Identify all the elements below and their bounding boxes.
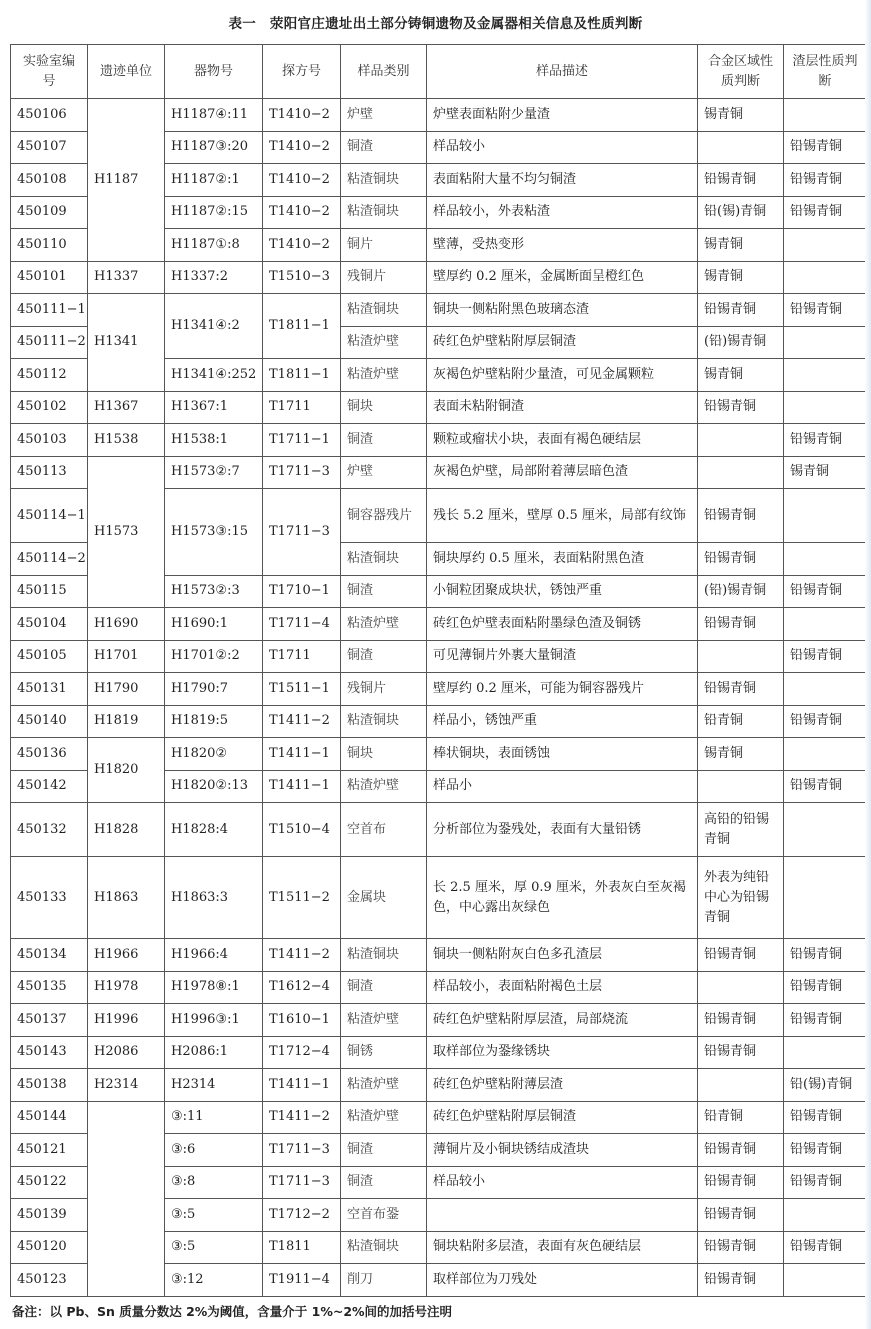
header-cell: 渣层性质判断 — [784, 45, 867, 99]
excavation-square-cell: T1410−2 — [263, 229, 341, 262]
sample-category-cell: 铜渣 — [341, 1134, 427, 1167]
feature-unit-cell: H1966 — [88, 939, 165, 972]
lab-number-cell: 450121 — [11, 1134, 88, 1167]
lab-number-cell: 450137 — [11, 1004, 88, 1037]
slag-judgment-cell: 铅锡青铜 — [784, 1166, 867, 1199]
sample-category-cell: 铜渣 — [341, 424, 427, 457]
sample-category-cell: 铜片 — [341, 229, 427, 262]
excavation-square-cell: T1410−2 — [263, 164, 341, 197]
artifact-number-cell: H1966:4 — [165, 939, 263, 972]
lab-number-cell: 450111−2 — [11, 326, 88, 359]
lab-number-cell: 450104 — [11, 608, 88, 641]
header-cell: 遗迹单位 — [88, 45, 165, 99]
slag-judgment-cell: 铅锡青铜 — [784, 1101, 867, 1134]
header-row — [11, 45, 867, 99]
alloy-judgment-cell: 锡青铜 — [698, 359, 784, 392]
feature-unit-cell: H1828 — [88, 803, 165, 857]
slag-judgment-cell — [784, 1036, 867, 1069]
slag-judgment-cell — [784, 391, 867, 424]
alloy-judgment-cell — [698, 131, 784, 164]
excavation-square-cell: T1410−2 — [263, 196, 341, 229]
sample-category-cell: 炉壁 — [341, 99, 427, 132]
artifact-number-cell: H1187①:8 — [165, 229, 263, 262]
lab-number-cell: 450112 — [11, 359, 88, 392]
sample-category-cell: 粘渣炉壁 — [341, 770, 427, 803]
excavation-square-cell: T1510−3 — [263, 261, 341, 294]
lab-number-cell: 450111−1 — [11, 294, 88, 327]
slag-judgment-cell: 锡青铜 — [784, 456, 867, 489]
artifact-number-cell: H1790:7 — [165, 673, 263, 706]
slag-judgment-cell: 铅锡青铜 — [784, 575, 867, 608]
feature-unit-cell: H1367 — [88, 391, 165, 424]
sample-description-cell: 样品小，锈蚀严重 — [427, 705, 698, 738]
sample-category-cell: 炉壁 — [341, 456, 427, 489]
alloy-judgment-cell: 铅锡青铜 — [698, 1134, 784, 1167]
excavation-square-cell: T1411−2 — [263, 1101, 341, 1134]
lab-number-cell: 450123 — [11, 1264, 88, 1297]
excavation-square-cell: T1411−2 — [263, 939, 341, 972]
slag-judgment-cell — [784, 738, 867, 771]
table-row — [11, 857, 867, 939]
alloy-judgment-cell: 铅(锡)青铜 — [698, 196, 784, 229]
artifact-number-cell: H1820②:13 — [165, 770, 263, 803]
table-title: 表一 荥阳官庄遗址出土部分铸铜遗物及金属器相关信息及性质判断 — [228, 16, 643, 32]
feature-unit-cell: H1690 — [88, 608, 165, 641]
table-row — [11, 1101, 867, 1134]
sample-description-cell — [427, 1199, 698, 1232]
alloy-judgment-cell: (铅)锡青铜 — [698, 575, 784, 608]
lab-number-cell: 450139 — [11, 1199, 88, 1232]
slag-judgment-cell: 铅锡青铜 — [784, 705, 867, 738]
data-table — [10, 44, 867, 1297]
footnote: 备注：以 Pb、Sn 质量分数达 2%为阈值，含量介于 1%~2%间的加括号注明 — [12, 1304, 453, 1319]
sample-category-cell: 空首布 — [341, 803, 427, 857]
slag-judgment-cell: 铅锡青铜 — [784, 1231, 867, 1264]
alloy-judgment-cell: (铅)锡青铜 — [698, 326, 784, 359]
excavation-square-cell: T1711 — [263, 640, 341, 673]
feature-unit-cell: H1341 — [88, 294, 165, 392]
table-row — [11, 705, 867, 738]
lab-number-cell: 450110 — [11, 229, 88, 262]
excavation-square-cell: T1811−1 — [263, 294, 341, 359]
lab-number-cell: 450105 — [11, 640, 88, 673]
sample-description-cell: 砖红色炉壁表面粘附墨绿色渣及铜锈 — [427, 608, 698, 641]
alloy-judgment-cell: 铅锡青铜 — [698, 608, 784, 641]
sample-category-cell: 铜块 — [341, 391, 427, 424]
sample-description-cell: 壁厚约 0.2 厘米，金属断面呈橙红色 — [427, 261, 698, 294]
slag-judgment-cell — [784, 1199, 867, 1232]
excavation-square-cell: T1711−3 — [263, 1166, 341, 1199]
lab-number-cell: 450103 — [11, 424, 88, 457]
sample-category-cell: 残铜片 — [341, 673, 427, 706]
lab-number-cell: 450122 — [11, 1166, 88, 1199]
sample-description-cell: 可见薄铜片外裹大量铜渣 — [427, 640, 698, 673]
alloy-judgment-cell: 铅锡青铜 — [698, 164, 784, 197]
feature-unit-cell: H1819 — [88, 705, 165, 738]
artifact-number-cell: H2086:1 — [165, 1036, 263, 1069]
lab-number-cell: 450132 — [11, 803, 88, 857]
sample-category-cell: 粘渣铜块 — [341, 196, 427, 229]
table-row — [11, 99, 867, 132]
alloy-judgment-cell: 外表为纯铅中心为铅锡青铜 — [698, 857, 784, 939]
alloy-judgment-cell — [698, 770, 784, 803]
excavation-square-cell: T1411−2 — [263, 705, 341, 738]
sample-description-cell: 铜块厚约 0.5 厘米，表面粘附黑色渣 — [427, 543, 698, 576]
feature-unit-cell: H1790 — [88, 673, 165, 706]
lab-number-cell: 450120 — [11, 1231, 88, 1264]
sample-category-cell: 粘渣铜块 — [341, 939, 427, 972]
alloy-judgment-cell: 铅锡青铜 — [698, 1231, 784, 1264]
slag-judgment-cell: 铅锡青铜 — [784, 939, 867, 972]
table-row — [11, 1069, 867, 1102]
sample-description-cell: 灰褐色炉壁，局部附着薄层暗色渣 — [427, 456, 698, 489]
alloy-judgment-cell — [698, 640, 784, 673]
table-row — [11, 738, 867, 771]
artifact-number-cell: H1820② — [165, 738, 263, 771]
alloy-judgment-cell: 铅锡青铜 — [698, 294, 784, 327]
slag-judgment-cell: 铅锡青铜 — [784, 640, 867, 673]
lab-number-cell: 450101 — [11, 261, 88, 294]
artifact-number-cell: H1863:3 — [165, 857, 263, 939]
sample-description-cell: 壁厚约 0.2 厘米，可能为铜容器残片 — [427, 673, 698, 706]
table-row — [11, 971, 867, 1004]
feature-unit-cell: H1573 — [88, 456, 165, 608]
sample-category-cell: 粘渣炉壁 — [341, 359, 427, 392]
excavation-square-cell: T1711−3 — [263, 489, 341, 576]
alloy-judgment-cell — [698, 971, 784, 1004]
excavation-square-cell: T1511−1 — [263, 673, 341, 706]
sample-category-cell: 空首布銎 — [341, 1199, 427, 1232]
sample-category-cell: 粘渣铜块 — [341, 294, 427, 327]
alloy-judgment-cell — [698, 456, 784, 489]
sample-description-cell: 砖红色炉壁粘附厚层铜渣 — [427, 1101, 698, 1134]
sample-description-cell: 壁薄，受热变形 — [427, 229, 698, 262]
slag-judgment-cell: 铅锡青铜 — [784, 1134, 867, 1167]
artifact-number-cell: ③:6 — [165, 1134, 263, 1167]
slag-judgment-cell — [784, 229, 867, 262]
table-row — [11, 261, 867, 294]
sample-description-cell: 取样部位为銎缘锈块 — [427, 1036, 698, 1069]
lab-number-cell: 450142 — [11, 770, 88, 803]
table-row — [11, 294, 867, 327]
lab-number-cell: 450136 — [11, 738, 88, 771]
lab-number-cell: 450133 — [11, 857, 88, 939]
artifact-number-cell: H1690:1 — [165, 608, 263, 641]
artifact-number-cell: H1978⑧:1 — [165, 971, 263, 1004]
artifact-number-cell: H1573②:7 — [165, 456, 263, 489]
artifact-number-cell: H1187②:15 — [165, 196, 263, 229]
sample-description-cell: 砖红色炉壁粘附厚层渣，局部烧流 — [427, 1004, 698, 1037]
excavation-square-cell: T1411−1 — [263, 738, 341, 771]
lab-number-cell: 450108 — [11, 164, 88, 197]
excavation-square-cell: T1712−2 — [263, 1199, 341, 1232]
artifact-number-cell: H1538:1 — [165, 424, 263, 457]
table-row — [11, 803, 867, 857]
alloy-judgment-cell: 铅锡青铜 — [698, 1199, 784, 1232]
sample-description-cell: 样品较小，表面粘附褐色土层 — [427, 971, 698, 1004]
artifact-number-cell: ③:11 — [165, 1101, 263, 1134]
alloy-judgment-cell — [698, 1069, 784, 1102]
table-row — [11, 608, 867, 641]
alloy-judgment-cell: 铅锡青铜 — [698, 1166, 784, 1199]
artifact-number-cell: H1573③:15 — [165, 489, 263, 576]
lab-number-cell: 450131 — [11, 673, 88, 706]
slag-judgment-cell — [784, 99, 867, 132]
slag-judgment-cell: 铅锡青铜 — [784, 164, 867, 197]
sample-description-cell: 样品小 — [427, 770, 698, 803]
lab-number-cell: 450143 — [11, 1036, 88, 1069]
page-edge — [865, 0, 871, 1329]
sample-description-cell: 取样部位为刀残处 — [427, 1264, 698, 1297]
sample-description-cell: 铜块粘附多层渣，表面有灰色硬结层 — [427, 1231, 698, 1264]
lab-number-cell: 450106 — [11, 99, 88, 132]
lab-number-cell: 450144 — [11, 1101, 88, 1134]
slag-judgment-cell — [784, 261, 867, 294]
sample-category-cell: 粘渣铜块 — [341, 705, 427, 738]
alloy-judgment-cell: 铅锡青铜 — [698, 1264, 784, 1297]
artifact-number-cell: H1187③:20 — [165, 131, 263, 164]
sample-category-cell: 铜渣 — [341, 575, 427, 608]
alloy-judgment-cell: 铅锡青铜 — [698, 673, 784, 706]
sample-category-cell: 铜锈 — [341, 1036, 427, 1069]
artifact-number-cell: H1187④:11 — [165, 99, 263, 132]
artifact-number-cell: ③:12 — [165, 1264, 263, 1297]
alloy-judgment-cell: 锡青铜 — [698, 261, 784, 294]
slag-judgment-cell: 铅锡青铜 — [784, 294, 867, 327]
slag-judgment-cell — [784, 543, 867, 576]
feature-unit-cell: H1978 — [88, 971, 165, 1004]
table-row — [11, 640, 867, 673]
sample-description-cell: 分析部位为銎残处，表面有大量铅锈 — [427, 803, 698, 857]
excavation-square-cell: T1510−4 — [263, 803, 341, 857]
alloy-judgment-cell: 高铅的铅锡青铜 — [698, 803, 784, 857]
slag-judgment-cell — [784, 857, 867, 939]
alloy-judgment-cell: 铅锡青铜 — [698, 1004, 784, 1037]
feature-unit-cell: H1187 — [88, 99, 165, 262]
sample-category-cell: 残铜片 — [341, 261, 427, 294]
header-cell: 样品类别 — [341, 45, 427, 99]
excavation-square-cell: T1711−3 — [263, 456, 341, 489]
table-row — [11, 391, 867, 424]
lab-number-cell: 450102 — [11, 391, 88, 424]
sample-category-cell: 粘渣炉壁 — [341, 326, 427, 359]
lab-number-cell: 450138 — [11, 1069, 88, 1102]
lab-number-cell: 450140 — [11, 705, 88, 738]
feature-unit-cell: H1820 — [88, 738, 165, 803]
table-row — [11, 1036, 867, 1069]
sample-category-cell: 粘渣炉壁 — [341, 1004, 427, 1037]
lab-number-cell: 450135 — [11, 971, 88, 1004]
header-cell: 样品描述 — [427, 45, 698, 99]
alloy-judgment-cell: 锡青铜 — [698, 738, 784, 771]
excavation-square-cell: T1612−4 — [263, 971, 341, 1004]
excavation-square-cell: T1711−3 — [263, 1134, 341, 1167]
sample-category-cell: 粘渣铜块 — [341, 164, 427, 197]
excavation-square-cell: T1411−1 — [263, 770, 341, 803]
table-row — [11, 456, 867, 489]
sample-description-cell: 炉壁表面粘附少量渣 — [427, 99, 698, 132]
feature-unit-cell: H1863 — [88, 857, 165, 939]
sample-category-cell: 铜渣 — [341, 971, 427, 1004]
excavation-square-cell: T1811−1 — [263, 359, 341, 392]
slag-judgment-cell: 铅锡青铜 — [784, 196, 867, 229]
excavation-square-cell: T1610−1 — [263, 1004, 341, 1037]
slag-judgment-cell — [784, 1264, 867, 1297]
artifact-number-cell: H1828:4 — [165, 803, 263, 857]
sample-description-cell: 薄铜片及小铜块锈结成渣块 — [427, 1134, 698, 1167]
feature-unit-cell: H1538 — [88, 424, 165, 457]
sample-description-cell: 砖红色炉壁粘附薄层渣 — [427, 1069, 698, 1102]
lab-number-cell: 450114−1 — [11, 489, 88, 543]
sample-description-cell: 样品较小，外表粘渣 — [427, 196, 698, 229]
alloy-judgment-cell: 铅锡青铜 — [698, 543, 784, 576]
artifact-number-cell: H1341④:2 — [165, 294, 263, 359]
alloy-judgment-cell: 铅青铜 — [698, 1101, 784, 1134]
sample-category-cell: 削刀 — [341, 1264, 427, 1297]
sample-description-cell: 灰褐色炉壁粘附少量渣，可见金属颗粒 — [427, 359, 698, 392]
sample-description-cell: 铜块一侧粘附灰白色多孔渣层 — [427, 939, 698, 972]
sample-category-cell: 铜渣 — [341, 131, 427, 164]
feature-unit-cell — [88, 1101, 165, 1296]
excavation-square-cell: T1711 — [263, 391, 341, 424]
lab-number-cell: 450107 — [11, 131, 88, 164]
header-cell: 器物号 — [165, 45, 263, 99]
excavation-square-cell: T1410−2 — [263, 99, 341, 132]
sample-description-cell: 表面未粘附铜渣 — [427, 391, 698, 424]
lab-number-cell: 450113 — [11, 456, 88, 489]
sample-category-cell: 金属块 — [341, 857, 427, 939]
sample-category-cell: 铜容器残片 — [341, 489, 427, 543]
artifact-number-cell: H1996③:1 — [165, 1004, 263, 1037]
sample-description-cell: 样品较小 — [427, 131, 698, 164]
slag-judgment-cell: 铅锡青铜 — [784, 770, 867, 803]
artifact-number-cell: ③:5 — [165, 1199, 263, 1232]
sample-description-cell: 残长 5.2 厘米，壁厚 0.5 厘米，局部有纹饰 — [427, 489, 698, 543]
sample-category-cell: 粘渣炉壁 — [341, 1101, 427, 1134]
excavation-square-cell: T1811 — [263, 1231, 341, 1264]
slag-judgment-cell: 铅锡青铜 — [784, 971, 867, 1004]
excavation-square-cell: T1411−1 — [263, 1069, 341, 1102]
slag-judgment-cell: 铅锡青铜 — [784, 131, 867, 164]
sample-description-cell: 长 2.5 厘米，厚 0.9 厘米，外表灰白至灰褐色，中心露出灰绿色 — [427, 857, 698, 939]
feature-unit-cell: H1337 — [88, 261, 165, 294]
artifact-number-cell: H2314 — [165, 1069, 263, 1102]
slag-judgment-cell — [784, 673, 867, 706]
excavation-square-cell: T1712−4 — [263, 1036, 341, 1069]
feature-unit-cell: H2314 — [88, 1069, 165, 1102]
alloy-judgment-cell: 铅青铜 — [698, 705, 784, 738]
sample-description-cell: 铜块一侧粘附黑色玻璃态渣 — [427, 294, 698, 327]
artifact-number-cell: H1701②:2 — [165, 640, 263, 673]
artifact-number-cell: ③:5 — [165, 1231, 263, 1264]
alloy-judgment-cell: 锡青铜 — [698, 229, 784, 262]
header-cell: 实验室编号 — [11, 45, 88, 99]
header-cell: 合金区域性质判断 — [698, 45, 784, 99]
sample-description-cell: 样品较小 — [427, 1166, 698, 1199]
artifact-number-cell: H1187②:1 — [165, 164, 263, 197]
artifact-number-cell: H1367:1 — [165, 391, 263, 424]
sample-category-cell: 铜块 — [341, 738, 427, 771]
excavation-square-cell: T1711−1 — [263, 424, 341, 457]
excavation-square-cell: T1911−4 — [263, 1264, 341, 1297]
table-body — [11, 99, 867, 1297]
alloy-judgment-cell: 铅锡青铜 — [698, 1036, 784, 1069]
table-row — [11, 939, 867, 972]
sample-description-cell: 小铜粒团聚成块状，锈蚀严重 — [427, 575, 698, 608]
slag-judgment-cell — [784, 359, 867, 392]
sample-category-cell: 铜渣 — [341, 1166, 427, 1199]
slag-judgment-cell — [784, 608, 867, 641]
artifact-number-cell: H1341④:252 — [165, 359, 263, 392]
excavation-square-cell: T1710−1 — [263, 575, 341, 608]
lab-number-cell: 450134 — [11, 939, 88, 972]
sample-category-cell: 粘渣铜块 — [341, 543, 427, 576]
table-row — [11, 1004, 867, 1037]
slag-judgment-cell: 铅锡青铜 — [784, 1004, 867, 1037]
artifact-number-cell: ③:8 — [165, 1166, 263, 1199]
artifact-number-cell: H1337:2 — [165, 261, 263, 294]
slag-judgment-cell — [784, 489, 867, 543]
sample-description-cell: 砖红色炉壁粘附厚层铜渣 — [427, 326, 698, 359]
alloy-judgment-cell — [698, 424, 784, 457]
excavation-square-cell: T1511−2 — [263, 857, 341, 939]
artifact-number-cell: H1819:5 — [165, 705, 263, 738]
feature-unit-cell: H1996 — [88, 1004, 165, 1037]
feature-unit-cell: H2086 — [88, 1036, 165, 1069]
lab-number-cell: 450115 — [11, 575, 88, 608]
slag-judgment-cell: 铅锡青铜 — [784, 424, 867, 457]
alloy-judgment-cell: 铅锡青铜 — [698, 391, 784, 424]
sample-category-cell: 粘渣铜块 — [341, 1231, 427, 1264]
alloy-judgment-cell: 铅锡青铜 — [698, 489, 784, 543]
artifact-number-cell: H1573②:3 — [165, 575, 263, 608]
slag-judgment-cell: 铅(锡)青铜 — [784, 1069, 867, 1102]
excavation-square-cell: T1711−4 — [263, 608, 341, 641]
feature-unit-cell: H1701 — [88, 640, 165, 673]
alloy-judgment-cell: 锡青铜 — [698, 99, 784, 132]
table-row — [11, 424, 867, 457]
lab-number-cell: 450109 — [11, 196, 88, 229]
table-row — [11, 673, 867, 706]
sample-description-cell: 表面粘附大量不均匀铜渣 — [427, 164, 698, 197]
header-cell: 探方号 — [263, 45, 341, 99]
sample-category-cell: 粘渣炉壁 — [341, 608, 427, 641]
sample-description-cell: 颗粒或瘤状小块，表面有褐色硬结层 — [427, 424, 698, 457]
slag-judgment-cell — [784, 326, 867, 359]
slag-judgment-cell — [784, 803, 867, 857]
lab-number-cell: 450114−2 — [11, 543, 88, 576]
sample-description-cell: 棒状铜块，表面锈蚀 — [427, 738, 698, 771]
alloy-judgment-cell: 铅锡青铜 — [698, 939, 784, 972]
excavation-square-cell: T1410−2 — [263, 131, 341, 164]
sample-category-cell: 粘渣炉壁 — [341, 1069, 427, 1102]
sample-category-cell: 铜渣 — [341, 640, 427, 673]
